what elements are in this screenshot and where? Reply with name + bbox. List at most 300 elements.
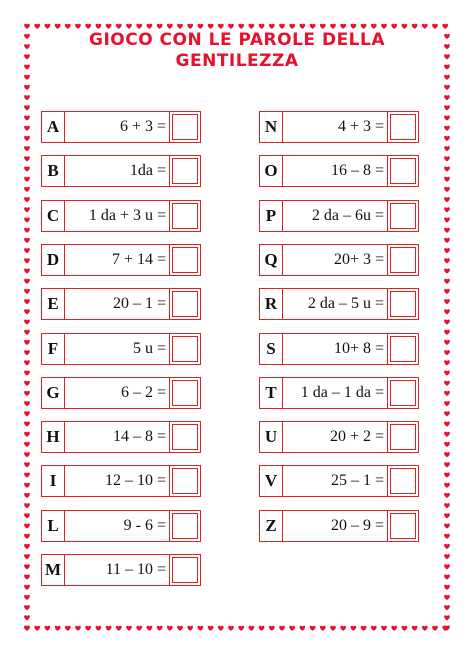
heart-icon — [126, 24, 132, 29]
answer-box[interactable] — [387, 288, 419, 320]
heart-icon — [24, 625, 30, 630]
answer-box[interactable] — [387, 111, 419, 143]
heart-icon — [24, 64, 30, 69]
exercise-letter: V — [259, 465, 283, 497]
answer-box-inner — [390, 203, 416, 229]
heart-icon — [228, 24, 234, 29]
heart-icon — [157, 626, 163, 631]
heart-icon — [24, 309, 30, 314]
heart-icon — [269, 24, 275, 29]
heart-icon — [279, 24, 285, 29]
heart-icon — [444, 452, 450, 457]
heart-icon — [444, 85, 450, 90]
answer-box-inner — [390, 513, 416, 539]
answer-box[interactable] — [387, 465, 419, 497]
heart-icon — [106, 626, 112, 631]
heart-icon — [444, 360, 450, 365]
exercise-letter: F — [41, 333, 65, 365]
heart-icon — [444, 217, 450, 222]
heart-icon — [444, 228, 450, 233]
heart-icon — [259, 626, 265, 631]
heart-icon — [422, 24, 428, 29]
heart-icon — [351, 626, 357, 631]
heart-icon — [444, 421, 450, 426]
heart-icon — [444, 472, 450, 477]
heart-icon — [24, 340, 30, 345]
heart-icon — [371, 626, 377, 631]
exercise-row — [41, 421, 201, 453]
exercise-letter: N — [259, 111, 283, 143]
exercise-expression — [64, 111, 170, 143]
answer-box-inner — [172, 336, 198, 362]
exercise-expression — [64, 155, 170, 187]
heart-icon — [75, 626, 81, 631]
answer-box-inner — [390, 380, 416, 406]
exercise-letter: Q — [259, 244, 283, 276]
heart-icon — [177, 24, 183, 29]
heart-icon — [444, 289, 450, 294]
answer-box-inner — [172, 247, 198, 273]
heart-icon — [24, 238, 30, 243]
answer-box[interactable] — [169, 200, 201, 232]
heart-icon — [85, 24, 91, 29]
answer-box[interactable] — [169, 554, 201, 586]
heart-icon — [24, 166, 30, 171]
heart-icon — [116, 24, 122, 29]
exercise-expression-text: 20 – 9 = — [330, 516, 384, 534]
heart-icon — [289, 24, 295, 29]
heart-icon — [444, 523, 450, 528]
heart-icon — [75, 24, 81, 29]
exercise-expression — [282, 244, 388, 276]
answer-box-inner — [172, 424, 198, 450]
heart-icon — [24, 228, 30, 233]
exercise-letter: O — [259, 155, 283, 187]
exercise-row — [41, 333, 201, 365]
exercise-letter: E — [41, 288, 65, 320]
exercise-letter: U — [259, 421, 283, 453]
heart-icon — [45, 24, 51, 29]
heart-icon — [65, 24, 71, 29]
heart-icon — [444, 585, 450, 590]
heart-icon — [34, 24, 40, 29]
heart-icon — [444, 340, 450, 345]
exercise-letter: D — [41, 244, 65, 276]
heart-icon — [444, 574, 450, 579]
heart-icon — [24, 268, 30, 273]
heart-icon — [24, 217, 30, 222]
heart-icon — [24, 564, 30, 569]
heart-icon — [24, 503, 30, 508]
heart-icon — [85, 626, 91, 631]
exercise-letter: H — [41, 421, 65, 453]
exercise-expression — [282, 111, 388, 143]
exercise-letter: S — [259, 333, 283, 365]
heart-icon — [177, 626, 183, 631]
heart-icon — [228, 626, 234, 631]
exercise-expression-text: 1 da + 3 u = — [88, 206, 166, 224]
heart-icon — [96, 24, 102, 29]
heart-icon — [361, 626, 367, 631]
heart-icon — [432, 24, 438, 29]
answer-box[interactable] — [169, 510, 201, 542]
heart-icon — [444, 534, 450, 539]
heart-icon — [24, 248, 30, 253]
heart-icon — [444, 350, 450, 355]
exercise-row — [41, 554, 201, 586]
exercise-letter: M — [41, 554, 65, 586]
heart-icon — [24, 513, 30, 518]
heart-icon — [136, 24, 142, 29]
answer-box-inner — [172, 291, 198, 317]
heart-icon — [444, 126, 450, 131]
heart-icon — [24, 432, 30, 437]
title-line-2: GENTILEZZA — [175, 51, 299, 71]
heart-icon — [422, 626, 428, 631]
heart-icon — [444, 166, 450, 171]
heart-icon — [147, 24, 153, 29]
answer-box-inner — [172, 203, 198, 229]
heart-icon — [126, 626, 132, 631]
exercise-letter: C — [41, 200, 65, 232]
exercise-expression-text: 10+ 8 = — [333, 339, 384, 357]
heart-icon — [289, 626, 295, 631]
heart-icon — [381, 24, 387, 29]
heart-icon — [24, 279, 30, 284]
heart-icon — [402, 24, 408, 29]
heart-icon — [444, 187, 450, 192]
exercise-expression — [64, 244, 170, 276]
heart-icon — [249, 626, 255, 631]
heart-icon — [444, 115, 450, 120]
heart-icon — [444, 75, 450, 80]
heart-icon — [402, 626, 408, 631]
heart-icon — [412, 626, 418, 631]
answer-box[interactable] — [387, 377, 419, 409]
heart-icon — [444, 391, 450, 396]
heart-icon — [24, 523, 30, 528]
exercise-letter: Z — [259, 510, 283, 542]
heart-icon — [24, 370, 30, 375]
heart-icon — [24, 44, 30, 49]
heart-icon — [198, 626, 204, 631]
heart-icon — [442, 24, 448, 29]
heart-icon — [444, 442, 450, 447]
heart-icon — [24, 75, 30, 80]
heart-icon — [208, 626, 214, 631]
heart-icon — [300, 24, 306, 29]
exercise-expression-text: 4 + 3 = — [337, 118, 384, 135]
heart-icon — [167, 24, 173, 29]
heart-icon — [351, 24, 357, 29]
exercise-letter: B — [41, 155, 65, 187]
heart-icon — [259, 24, 265, 29]
answer-box-inner — [172, 114, 198, 140]
heart-icon — [279, 626, 285, 631]
heart-icon — [444, 432, 450, 437]
exercise-row — [41, 510, 201, 542]
heart-icon — [310, 24, 316, 29]
answer-box[interactable] — [169, 155, 201, 187]
answer-box-inner — [390, 114, 416, 140]
exercise-row — [41, 155, 201, 187]
exercise-expression — [282, 288, 388, 320]
heart-icon — [320, 626, 326, 631]
answer-box-inner — [172, 557, 198, 583]
heart-icon — [444, 605, 450, 610]
heart-icon — [96, 626, 102, 631]
heart-icon — [24, 391, 30, 396]
heart-icon — [24, 289, 30, 294]
heart-icon — [444, 330, 450, 335]
heart-icon — [24, 330, 30, 335]
answer-box[interactable] — [169, 465, 201, 497]
exercise-row — [41, 288, 201, 320]
heart-icon — [24, 54, 30, 59]
exercise-expression-text: 25 – 1 = — [330, 472, 384, 490]
heart-icon — [310, 626, 316, 631]
exercise-letter: T — [259, 377, 283, 409]
answer-box-inner — [172, 513, 198, 539]
heart-icon — [340, 24, 346, 29]
exercise-row — [41, 244, 201, 276]
heart-icon — [24, 105, 30, 110]
heart-icon — [24, 462, 30, 467]
answer-box[interactable] — [169, 244, 201, 276]
heart-icon — [444, 258, 450, 263]
exercise-expression-text: 20 + 2 = — [329, 428, 384, 446]
exercise-expression — [282, 200, 388, 232]
exercise-row — [41, 111, 201, 143]
answer-box-inner — [390, 468, 416, 494]
heart-icon — [249, 24, 255, 29]
exercise-expression — [64, 465, 170, 497]
heart-icon — [444, 156, 450, 161]
heart-icon — [444, 513, 450, 518]
heart-icon — [198, 24, 204, 29]
heart-icon — [65, 626, 71, 631]
heart-icon — [24, 146, 30, 151]
heart-icon — [24, 136, 30, 141]
exercise-expression-text: 2 da – 6u = — [311, 206, 384, 224]
heart-icon — [444, 54, 450, 59]
exercise-letter: R — [259, 288, 283, 320]
heart-icon — [218, 626, 224, 631]
heart-icon — [24, 411, 30, 416]
heart-icon — [361, 24, 367, 29]
exercise-expression-text: 1da = — [129, 162, 166, 180]
heart-icon — [24, 442, 30, 447]
exercise-expression-text: 14 – 8 = — [112, 428, 166, 446]
heart-icon — [444, 146, 450, 151]
heart-icon — [167, 626, 173, 631]
heart-icon — [24, 493, 30, 498]
answer-box-inner — [172, 158, 198, 184]
exercise-row — [259, 377, 419, 409]
exercise-row — [259, 155, 419, 187]
heart-icon — [340, 626, 346, 631]
exercise-letter: I — [41, 465, 65, 497]
exercise-expression — [64, 421, 170, 453]
heart-icon — [24, 319, 30, 324]
heart-icon — [24, 615, 30, 620]
answer-box[interactable] — [169, 333, 201, 365]
heart-icon — [444, 401, 450, 406]
heart-icon — [24, 452, 30, 457]
heart-icon — [444, 564, 450, 569]
heart-icon — [444, 299, 450, 304]
heart-icon — [444, 483, 450, 488]
heart-icon — [24, 126, 30, 131]
heart-icon — [24, 544, 30, 549]
exercise-expression — [282, 510, 388, 542]
heart-icon — [444, 64, 450, 69]
heart-icon — [444, 381, 450, 386]
answer-box-inner — [390, 247, 416, 273]
exercise-letter: A — [41, 111, 65, 143]
exercise-expression-text: 1 da – 1 da = — [300, 383, 384, 401]
answer-box[interactable] — [169, 288, 201, 320]
heart-icon — [24, 574, 30, 579]
answer-box-inner — [390, 291, 416, 317]
heart-icon — [24, 554, 30, 559]
exercise-expression-text: 6 + 3 = — [119, 118, 166, 135]
heart-icon — [24, 85, 30, 90]
heart-icon — [444, 309, 450, 314]
exercise-expression — [64, 554, 170, 586]
heart-icon — [24, 207, 30, 212]
exercise-expression — [64, 333, 170, 365]
title-line-1: GIOCO CON LE PAROLE DELLA — [88, 30, 386, 50]
heart-icon — [444, 595, 450, 600]
exercise-row — [259, 510, 419, 542]
heart-icon — [391, 24, 397, 29]
heart-icon — [444, 197, 450, 202]
heart-icon — [444, 238, 450, 243]
heart-icon — [24, 95, 30, 100]
exercise-expression-text: 9 - 6 = — [123, 516, 166, 534]
heart-icon — [24, 421, 30, 426]
heart-icon — [444, 95, 450, 100]
heart-icon — [444, 105, 450, 110]
exercise-expression-text: 20 – 1 = — [112, 295, 166, 313]
heart-icon — [300, 626, 306, 631]
heart-icon — [24, 605, 30, 610]
heart-icon — [444, 34, 450, 39]
exercise-expression-text: 7 + 14 = — [111, 250, 166, 268]
exercise-expression — [64, 377, 170, 409]
exercise-expression-text: 6 – 2 = — [120, 383, 166, 401]
heart-icon — [444, 268, 450, 273]
heart-icon — [444, 411, 450, 416]
heart-icon — [412, 24, 418, 29]
heart-icon — [444, 544, 450, 549]
exercise-expression — [282, 333, 388, 365]
heart-icon — [444, 493, 450, 498]
exercise-expression — [282, 377, 388, 409]
heart-icon — [55, 626, 61, 631]
heart-icon — [444, 279, 450, 284]
heart-icon — [391, 626, 397, 631]
heart-icon — [444, 207, 450, 212]
heart-icon — [269, 626, 275, 631]
answer-box[interactable] — [387, 200, 419, 232]
answer-box[interactable] — [387, 510, 419, 542]
exercise-expression — [64, 288, 170, 320]
heart-icon — [24, 350, 30, 355]
heart-icon — [238, 626, 244, 631]
answer-box[interactable] — [169, 111, 201, 143]
exercise-row — [259, 111, 419, 143]
heart-icon — [24, 197, 30, 202]
heart-icon — [238, 24, 244, 29]
heart-icon — [116, 626, 122, 631]
exercise-letter: L — [41, 510, 65, 542]
exercise-expression-text: 16 – 8 = — [330, 162, 384, 180]
answer-box[interactable] — [169, 377, 201, 409]
heart-icon — [330, 626, 336, 631]
exercise-expression — [64, 510, 170, 542]
heart-icon — [106, 24, 112, 29]
exercise-expression — [64, 200, 170, 232]
heart-icon — [45, 626, 51, 631]
heart-icon — [24, 381, 30, 386]
heart-icon — [330, 24, 336, 29]
heart-icon — [444, 177, 450, 182]
heart-icon — [218, 24, 224, 29]
heart-icon — [24, 595, 30, 600]
answer-box[interactable] — [169, 421, 201, 453]
exercise-row — [259, 288, 419, 320]
heart-icon — [24, 472, 30, 477]
answer-box[interactable] — [387, 155, 419, 187]
heart-icon — [187, 24, 193, 29]
heart-icon — [444, 615, 450, 620]
exercise-row — [259, 244, 419, 276]
heart-icon — [24, 34, 30, 39]
exercise-row — [41, 465, 201, 497]
heart-icon — [34, 626, 40, 631]
exercise-expression — [282, 155, 388, 187]
heart-icon — [24, 24, 30, 29]
heart-icon — [371, 24, 377, 29]
heart-icon — [444, 554, 450, 559]
heart-icon — [24, 115, 30, 120]
heart-icon — [444, 136, 450, 141]
exercise-letter: P — [259, 200, 283, 232]
heart-icon — [24, 401, 30, 406]
exercise-row — [41, 377, 201, 409]
answer-box[interactable] — [387, 333, 419, 365]
exercise-expression — [282, 465, 388, 497]
exercise-expression — [282, 421, 388, 453]
exercise-row — [41, 200, 201, 232]
page-title — [40, 30, 434, 72]
answer-box[interactable] — [387, 421, 419, 453]
heart-icon — [208, 24, 214, 29]
heart-icon — [147, 626, 153, 631]
exercise-expression-text: 11 – 10 = — [105, 561, 166, 578]
heart-icon — [444, 462, 450, 467]
heart-icon — [24, 299, 30, 304]
heart-icon — [444, 248, 450, 253]
answer-box-inner — [172, 468, 198, 494]
answer-box-inner — [172, 380, 198, 406]
heart-icon — [24, 534, 30, 539]
answer-box[interactable] — [387, 244, 419, 276]
heart-icon — [444, 370, 450, 375]
heart-icon — [444, 44, 450, 49]
